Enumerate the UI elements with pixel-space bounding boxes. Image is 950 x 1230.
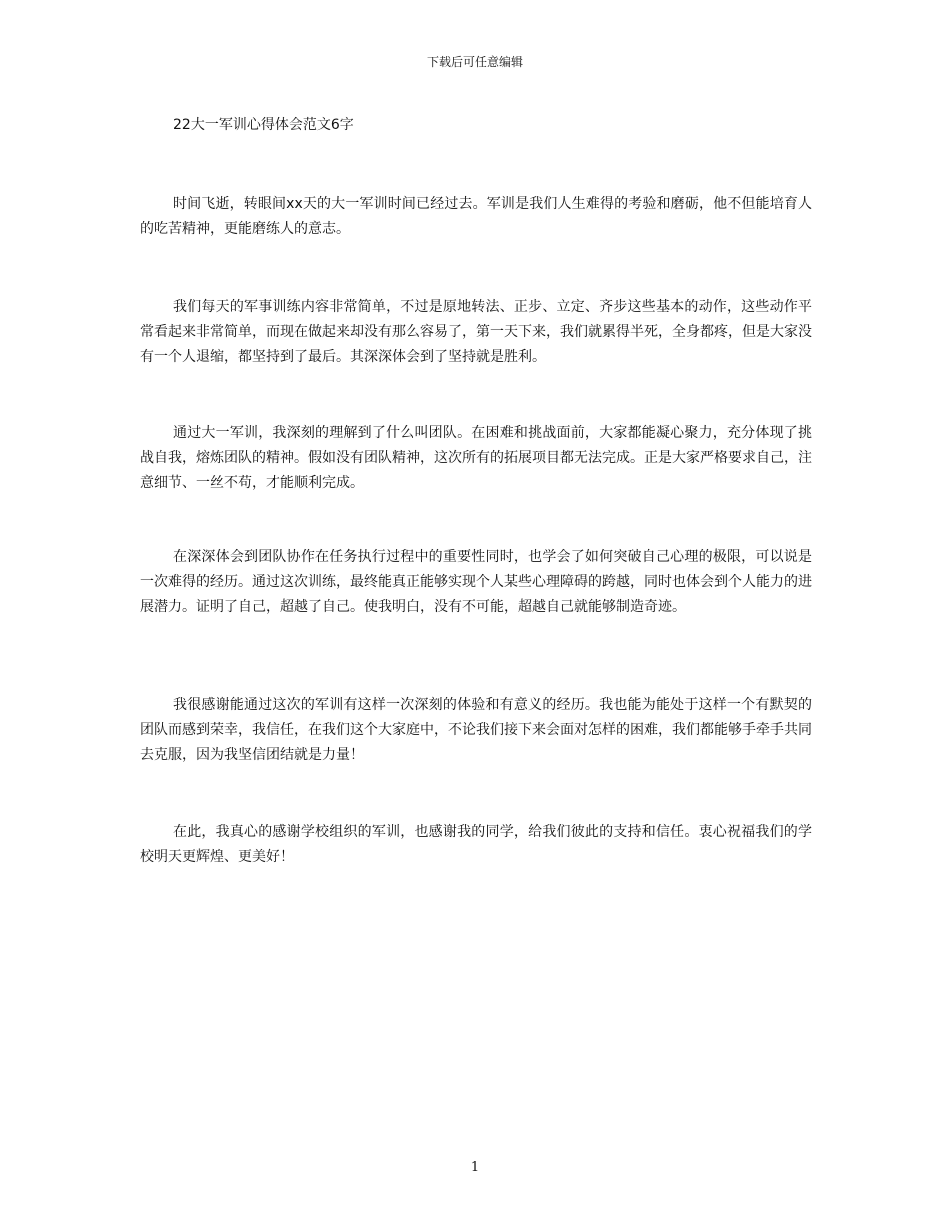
paragraph-1: 时间飞逝，转眼间xx天的大一军训时间已经过去。军训是我们人生难得的考验和磨砺，他不但能培育人的吃苦精神，更能磨练人的意志。 <box>140 196 812 237</box>
paragraph-3: 通过大一军训，我深刻的理解到了什么叫团队。在困难和挑战面前，大家都能凝心聚力，充分体现了挑战自我，熔炼团队的精神。假如没有团队精神，这次所有的拓展项目都无法完成。正是大家严格要求自己，注意细节、一丝不苟，才能顺利完成。 <box>140 425 812 491</box>
paragraph-2: 我们每天的军事训练内容非常简单，不过是原地转法、正步、立定、齐步这些基本的动作，这些动作平常看起来非常简单，而现在做起来却没有那么容易了，第一天下来，我们就累得半死，全身都疼，但是大家没有一个人退缩，都坚持到了最后。其深深体会到了坚持就是胜利。 <box>140 299 812 365</box>
paragraph-5: 我很感谢能通过这次的军训有这样一次深刻的体验和有意义的经历。我也能为能处于这样一个有默契的团队而感到荣幸，我信任，在我们这个大家庭中，不论我们接下来会面对怎样的困难，我们都能够手牵手共同去克服，因为我坚信团结就是力量！ <box>140 697 812 763</box>
page-header: 下载后可任意编辑 <box>426 55 523 69</box>
paragraph-4: 在深深体会到团队协作在任务执行过程中的重要性同时，也学会了如何突破自己心理的极限，可以说是一次难得的经历。通过这次训练，最终能真正能够实现个人某些心理障碍的跨越，同时也体会到个人能力的进展潜力。证明了自己，超越了自己。使我明白，没有不可能，超越自己就能够制造奇迹。 <box>140 549 812 615</box>
document-title: 22大一军训心得体会范文6字 <box>173 117 354 133</box>
paragraph-6: 在此，我真心的感谢学校组织的军训，也感谢我的同学，给我们彼此的支持和信任。衷心祝福我们的学校明天更辉煌、更美好！ <box>140 824 812 865</box>
page-number: 1 <box>470 1160 480 1175</box>
